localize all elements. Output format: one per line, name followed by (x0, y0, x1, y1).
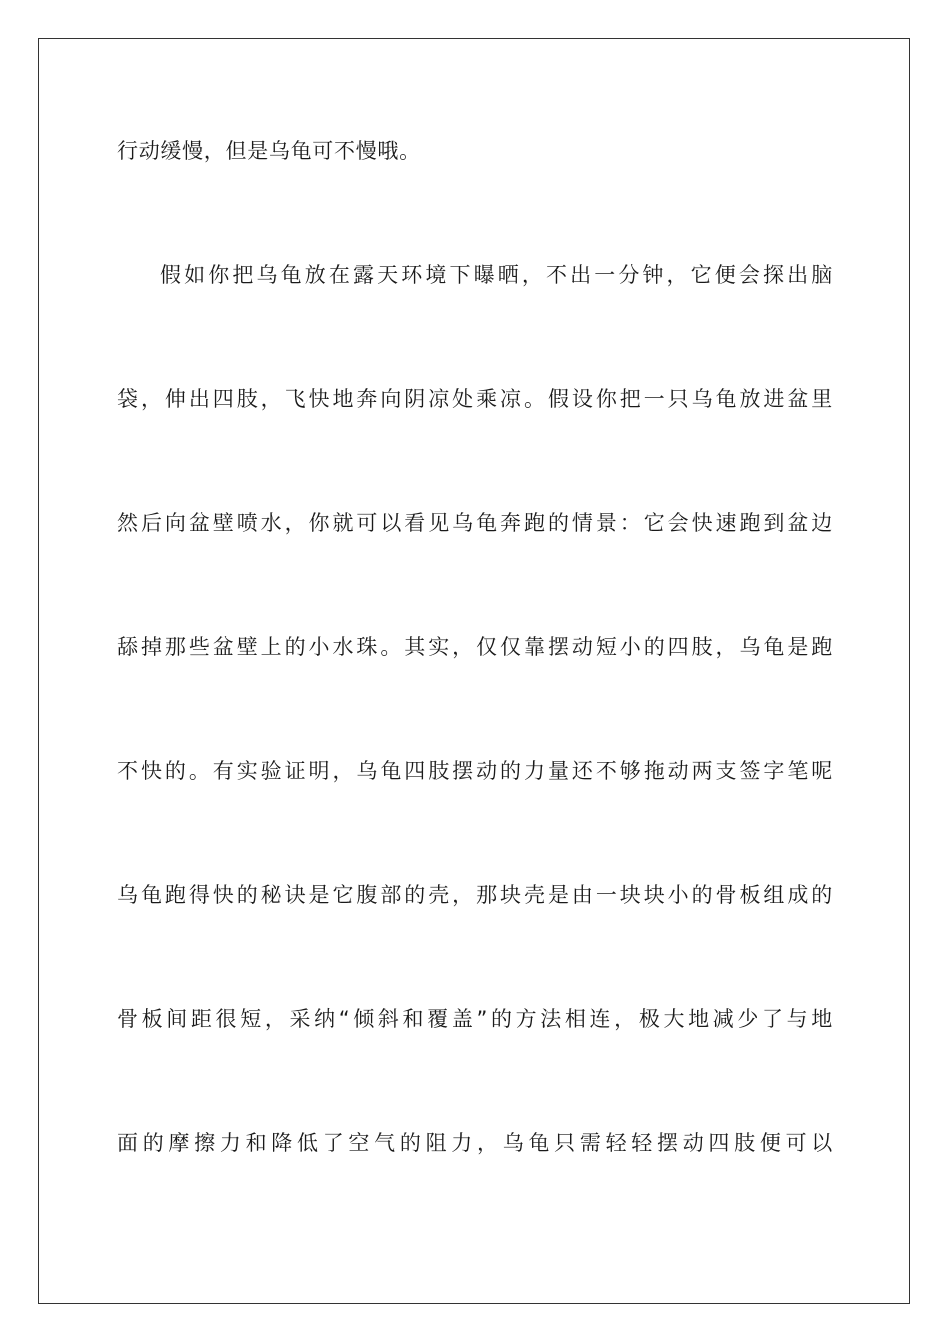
text-line-9: 面的摩擦力和降低了空气的阻力，乌龟只需轻轻摆动四肢便可以 (117, 1131, 833, 1155)
text-line-6: 不快的。有实验证明，乌龟四肢摆动的力量还不够拖动两支签字笔呢 (117, 759, 833, 783)
text-line-1: 行动缓慢，但是乌龟可不慢哦。 (117, 139, 421, 163)
paragraph-first-line: 假如你把乌龟放在露天环境下曝晒，不出一分钟，它便会探出脑 (160, 263, 833, 287)
text-line-3: 袋，伸出四肢，飞快地奔向阴凉处乘凉。假设你把一只乌龟放进盆里 (117, 387, 833, 411)
text-line-5: 舔掉那些盆壁上的小水珠。其实，仅仅靠摆动短小的四肢，乌龟是跑 (117, 635, 833, 659)
text-line-7: 乌龟跑得快的秘诀是它腹部的壳，那块壳是由一块块小的骨板组成的 (117, 883, 833, 907)
text-line-8: 骨板间距很短，采纳“倾斜和覆盖”的方法相连，极大地减少了与地 (117, 1007, 833, 1031)
page-border (38, 38, 910, 1304)
text-line-4: 然后向盆壁喷水，你就可以看见乌龟奔跑的情景：它会快速跑到盆边 (117, 511, 833, 535)
